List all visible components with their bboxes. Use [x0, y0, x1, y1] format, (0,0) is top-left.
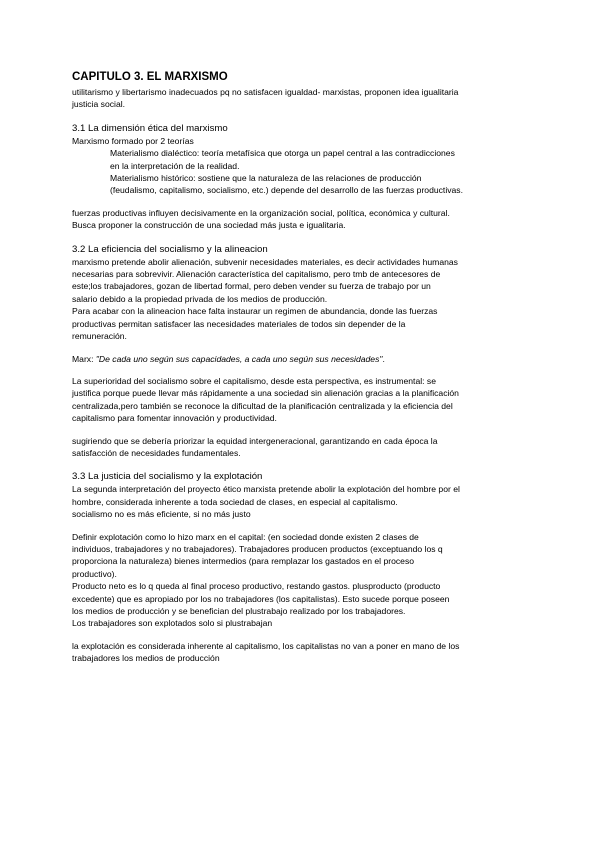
text-line: la explotación es considerada inherente al capitalismo, los capitalistas no van a poner en mano de los [72, 640, 460, 651]
text-line: trabajadores los medios de producción [72, 653, 220, 664]
text-line: Definir explotación como lo hizo marx en el capital: (en sociedad donde existen 2 clases de [72, 531, 419, 542]
quote-suffix: . [382, 353, 385, 364]
text-line: en la interpretación de la realidad. [110, 160, 240, 171]
text-line: Busca proponer la construcción de una sociedad más justa e igualitaria. [72, 220, 346, 231]
text-line: satisfacción de necesidades fundamentales. [72, 447, 241, 458]
section-3-2 [72, 243, 534, 460]
text-line: Para acabar con la alineacion hace falta instaurar un regimen de abundancia, donde las fuerzas [72, 306, 438, 317]
text-line: La segunda interpretación del proyecto ético marxista pretende abolir la explotación del hombre por el [72, 484, 460, 495]
text-line: fuerzas productivas influyen decisivamente en la organización social, política, económica y cultural. [72, 207, 450, 218]
text-line: este;los trabajadores, gozan de libertad formal, pero deben vender su fuerza de trabajo por un [72, 281, 431, 292]
text-line: socialismo no es más eficiente, si no más justo [72, 509, 251, 520]
marx-quote: "De cada uno según sus capacidades, a cada uno según sus necesidades" [95, 353, 383, 364]
text-line: justifica porque puede llevar más rápidamente a una sociedad sin alienación gracias a la planificación [72, 388, 459, 399]
section-heading: 3.1 La dimensión ética del marxismo [72, 122, 228, 134]
text-line: proporciona la naturaleza) bienes intermedios (para remplazar los gastados en el proceso [72, 556, 415, 567]
marx-quote-line [72, 353, 534, 365]
section-heading: 3.3 La justicia del socialismo y la explotación [72, 471, 263, 483]
text-line: marxismo pretende abolir alienación, subvenir necesidades materiales, es decir actividades humanas [72, 256, 458, 267]
text-line: salario debido a la propiedad privada de los medios de producción. [72, 293, 328, 304]
text-line: Producto neto es lo q queda al final proceso productivo, restando gastos. plusproducto (producto [72, 581, 441, 592]
text-line: productivas permitan satisfacer las necesidades materiales de todos sin depender de la [72, 318, 406, 329]
text-line: capitalismo para fomentar innovación y productividad. [72, 413, 277, 424]
quote-prefix: Marx: [72, 353, 96, 364]
text-line: hombre, considerada inherente a toda sociedad de clases, en especial al capitalismo. [72, 496, 398, 507]
text-line: productivo). [72, 568, 117, 579]
section-3-3 [72, 470, 534, 664]
chapter-title: CAPITULO 3. EL MARXISMO [72, 71, 228, 83]
text-line: individuos, trabajadores y no trabajadores). Trabajadores producen productos (exceptuando los q [72, 543, 443, 554]
text-line: Materialismo dialéctico: teoría metafísica que otorga un papel central a las contradicciones [110, 148, 455, 159]
text-line: Materialismo histórico: sostiene que la naturaleza de las relaciones de producción [110, 173, 422, 184]
text-line: La superioridad del socialismo sobre el capitalismo, desde esta perspectiva, es instrumental: se [72, 375, 436, 386]
text-line: utilitarismo y libertarismo inadecuados pq no satisfacen igualdad- marxistas, proponen idea igualitaria [72, 87, 459, 97]
text-line: sugiriendo que se debería priorizar la equidad intergeneracional, garantizando en cada época la [72, 435, 438, 446]
indented-block [72, 147, 534, 197]
text-line: excedente) que es apropiado por los no trabajadores (los capitalistas). Esto sucede porque poseen [72, 593, 450, 604]
section-heading: 3.2 La eficiencia del socialismo y la alineacion [72, 243, 268, 255]
text-line: centralizada,pero también se reconoce la dificultad de la planificación centralizada y la eficiencia del [72, 400, 453, 411]
text-line: Los trabajadores son explotados solo si plustrabajan [72, 618, 273, 629]
document-page [72, 70, 534, 665]
section-3-1 [72, 122, 534, 232]
text-line: los medios de producción y se benefician del plustrabajo realizado por los trabajadores. [72, 606, 406, 616]
intro-paragraph [72, 86, 534, 111]
text-line: necesarias para sobrevivir. Alienación característica del capitalismo, pero tmb de antecesores de [72, 269, 441, 280]
text-line: Marxismo formado por 2 teorías [72, 135, 194, 146]
text-line: (feudalismo, capitalismo, socialismo, etc.) depende del desarrollo de las fuerzas productivas. [110, 185, 463, 196]
text-line: justicia social. [72, 99, 126, 110]
text-line: remuneración. [72, 331, 127, 342]
